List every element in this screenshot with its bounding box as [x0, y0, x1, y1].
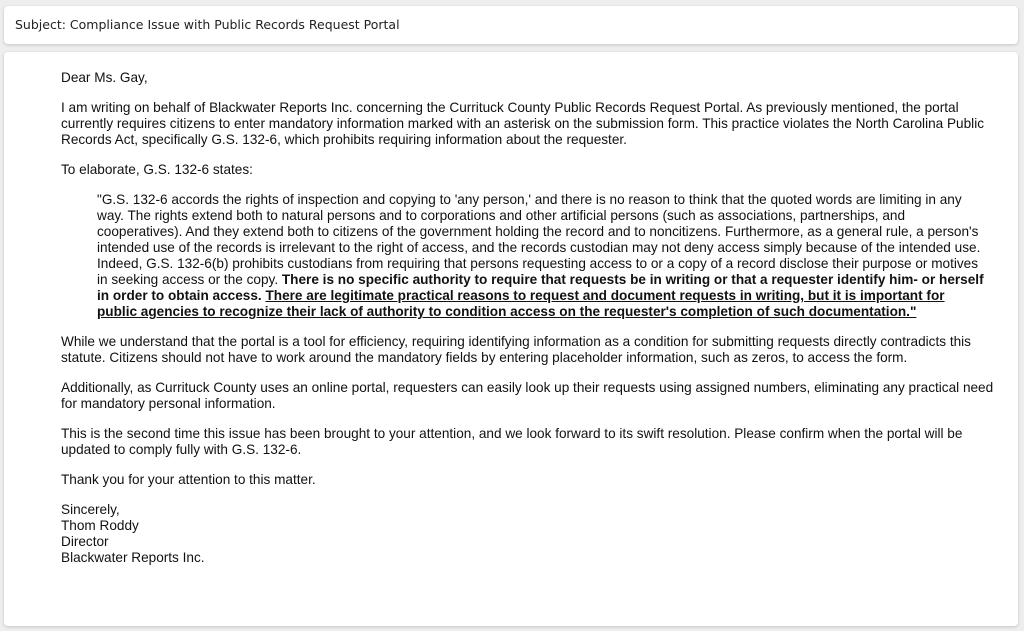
elaborate-paragraph: To elaborate, G.S. 132-6 states: [61, 162, 253, 177]
email-body [4, 52, 1018, 626]
second-time-paragraph: This is the second time this issue has been brought to your attention, and we look forward to its swift resolution. Please confirm when the portal will be updated to comply fully with G.S. 132-6. [61, 426, 963, 457]
email-subject-header [4, 6, 1018, 44]
thanks-paragraph: Thank you for your attention to this matter. [61, 472, 316, 487]
email-subject: Subject: Compliance Issue with Public Records Request Portal [15, 17, 400, 32]
signature-closing: Sincerely, [61, 502, 120, 517]
signature-name: Thom Roddy [61, 518, 139, 533]
statute-quote [97, 192, 998, 320]
quote-bold-text: There is no specific authority to require that requests be in writing or that a requester identify him- or herself in order to obtain access. [97, 272, 984, 303]
additionally-paragraph: Additionally, as Currituck County uses an online portal, requesters can easily look up their requests using assigned numbers, eliminating any practical need for mandatory personal information. [61, 380, 994, 411]
understand-paragraph: While we understand that the portal is a tool for efficiency, requiring identifying information as a condition for submitting requests directly contradicts this statute. Citizens should not have to work around the mandatory fields by entering placeholder information, such as zeros, to access the form. [61, 334, 971, 365]
intro-paragraph: I am writing on behalf of Blackwater Reports Inc. concerning the Currituck County Public Records Request Portal. As previously mentioned, the portal currently requires citizens to enter mandatory information marked with an asterisk on the submission form. This practice violates the North Carolina Public Records Act, specifically G.S. 132-6, which prohibits requiring information about the requester. [61, 100, 985, 147]
signature-company: Blackwater Reports Inc. [61, 550, 205, 565]
signature-title: Director [61, 534, 109, 549]
quote-plain-text: "G.S. 132-6 accords the rights of inspection and copying to 'any person,' and there is no reason to think that the quoted words are limiting in any way. The rights extend both to natural persons and to corporations and other artificial persons (such as associations, partnerships, and cooperatives). And they extend both to citizens of the government holding the record and to noncitizens. Furthermore, as a general rule, a person's intended use of the records is irrelevant to the right of access, and the records custodian may not deny access simply because of the intended use. Indeed, G.S. 132-6(b) prohibits custodians from requiring that persons requesting access to or a copy of a record disclose their purpose or motives in seeking access or the copy. [97, 192, 981, 287]
greeting: Dear Ms. Gay, [61, 70, 148, 85]
quote-bold-underline-text: There are legitimate practical reasons to request and document requests in writing, but it is important for public agencies to recognize their lack of authority to condition access on the requester's completion of such documentation." [97, 288, 945, 319]
signature-block [61, 502, 998, 566]
